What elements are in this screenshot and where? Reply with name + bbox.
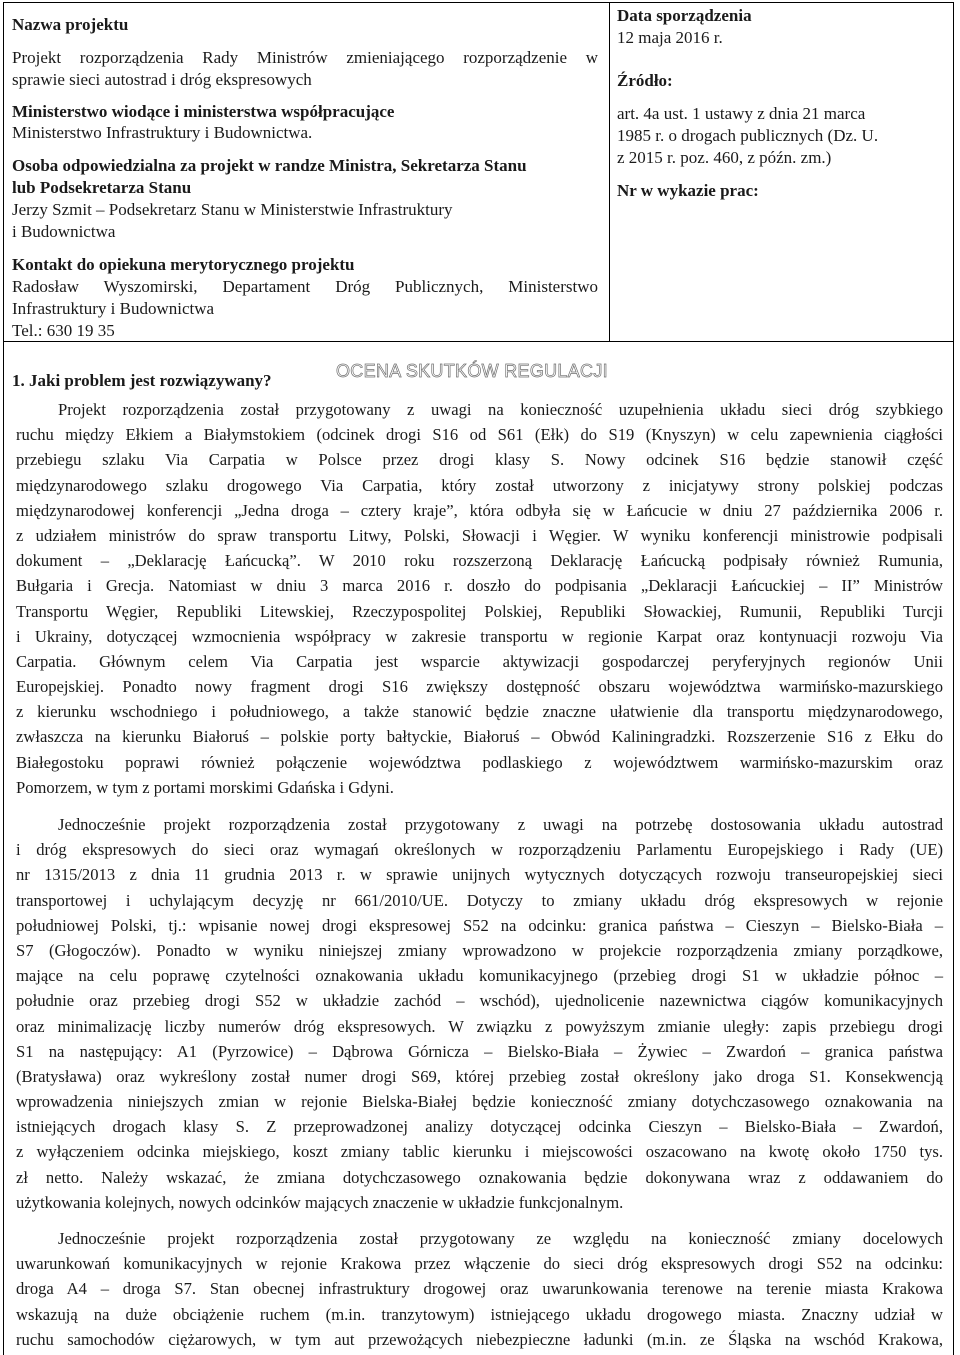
paragraph-line: droga A4 – droga S7. Stan obecnej infrastruktury drogowej oraz uwarunkowania terenowe na terenie miasta Krakowa: [16, 1279, 943, 1299]
paragraph-line: zwłaszcza na kierunku Białoruś – polskie porty bałtyckie, Białoruś – Obwód Kaliningradzki. Rozszerzenie S16 z Ełku do: [16, 727, 943, 747]
ministry-value: Ministerstwo Infrastruktury i Budownictwa.: [12, 123, 313, 142]
paragraph-line: ruchu samochodów ciężarowych, w tym aut przewożących niebezpieczne ładunki (m.in. ze Śląska na wschód Krakowa,: [16, 1329, 943, 1349]
paragraph-line: użytkowania kolejnych, nowych odcinków mających znaczenie w układzie funkcjonalnym.: [16, 1192, 624, 1212]
responsible-value-line-1: Jerzy Szmit – Podsekretarz Stanu w Ministerstwie Infrastruktury: [12, 200, 453, 219]
paragraph-line: oraz minimalizację liczby numerów dróg ekspresowych. W związku z powyższym zmianie uległy: zapis przebiegu drogi: [16, 1016, 943, 1036]
paragraph-line: z wyłączeniem odcinka miejskiego, koszt zmiany tablic kierunku i miejscowości oszacowano na kwotę około 1750 tys.: [16, 1142, 943, 1162]
paragraph-line: transportowej i uchylającym decyzję nr 661/2010/UE. Dotyczy to zmiany układu dróg ekspresowych w rejonie: [16, 890, 943, 910]
paragraph-line: S7 (Głogoczów). Ponadto w wyniku niniejszej zmiany wprowadzono w projekcie rozporządzenia zmiany porządkowe,: [16, 940, 943, 960]
paragraph-line: południe oraz przebieg drogi S52 w układzie zachód – wschód), ujednolicenie nazewnictwa ciągów komunikacyjnych: [16, 991, 943, 1011]
date-label: Data sporządzenia: [617, 6, 752, 25]
header-table-right: [609, 2, 954, 342]
contact-value-line-1: Radosław Wyszomirski, Departament Dróg Publicznych, Ministerstwo: [12, 277, 598, 296]
paragraph-line: mające na celu poprawę czytelności oznakowania układu komunikacyjnego (przebieg drogi S1 w układzie północ –: [16, 966, 943, 986]
source-value-line-1: art. 4a ust. 1 ustawy z dnia 21 marca: [617, 104, 866, 123]
contact-value-line-2: Infrastruktury i Budownictwa: [12, 299, 215, 318]
paragraph-line: południowej Polski, tj.: wpisanie nowej drogi ekspresowej S52 na odcinku: granica państwa – Cieszyn – Bielsko-Biała –: [16, 915, 943, 935]
responsible-value-line-2: i Budownictwa: [12, 222, 116, 241]
project-name-line-2: sprawie sieci autostrad i dróg ekspresowych: [12, 70, 312, 89]
section1-heading: 1. Jaki problem jest rozwiązywany?: [12, 371, 272, 390]
paragraph-line: Projekt rozporządzenia został przygotowany z uwagi na konieczność uzupełnienia układu sieci dróg szybkiego: [58, 400, 943, 419]
date-value: 12 maja 2016 r.: [617, 28, 723, 47]
paragraph-line: istniejących drogach klasy S. Z przeprowadzonej analizy dotyczącej odcinka Cieszyn – Bielsko-Biała – Zwardoń,: [16, 1117, 943, 1137]
paragraph-line: uwarunkowań komunikacyjnych w rejonie Krakowa przez włączenie do sieci dróg ekspresowych drogi S52 na odcinku:: [16, 1254, 943, 1274]
paragraph-line: Jednocześnie projekt rozporządzenia został przygotowany z uwagi na potrzebę dostosowania układu autostrad: [58, 815, 943, 834]
paragraph-line: ruchu między Ełkiem a Białymstokiem (odcinek drogi S16 od S61 (Ełk) do S19 (Knyszyn) w celu zapewnienia ciągłości: [16, 425, 943, 445]
section1-paragraph-1: [16, 397, 943, 800]
project-name-label: Nazwa projektu: [12, 15, 129, 34]
osr-banner-title: OCENA SKUTKÓW REGULACJI: [336, 361, 608, 381]
paragraph-line: międzynarodowego szlaku drogowego Via Carpatia, który został utworzony z inicjatywy strony polskiej podczas: [16, 475, 943, 495]
paragraph-line: (Bratysława) oraz wykreślony został numer drogi S69, której przebieg został określony jako droga S1. Konsekwencją: [16, 1066, 943, 1086]
paragraph-line: z kierunku wschodniego i południowego, a także stanowić będzie znaczne ułatwienie dla transportu międzynarodowego,: [16, 702, 943, 722]
paragraph-line: nr 1315/2013 z dnia 11 grudnia 2013 r. w sprawie unijnych wytycznych dotyczących rozwoju transeuropejskiej sieci: [16, 865, 943, 885]
project-name-line-1: Projekt rozporządzenia Rady Ministrów zmieniającego rozporządzenie w: [12, 48, 598, 67]
paragraph-line: Europejskiej. Ponadto nowy fragment drogi S16 zwiększy dostępność obszaru województwa warmińsko-mazurskiego: [16, 677, 943, 697]
section1-paragraph-2: [16, 812, 943, 1215]
source-value-line-2: 1985 r. o drogach publicznych (Dz. U.: [617, 126, 879, 145]
responsible-label-line-1: Osoba odpowiedzialna za projekt w randze Ministra, Sekretarza Stanu: [12, 156, 527, 175]
paragraph-line: wprowadzenia niniejszych zmian w rejonie Bielska-Białej będzie konieczność zmiany dotychczasowego oznakowania na: [16, 1092, 943, 1112]
paragraph-line: międzynarodowej konferencji „Jedna droga – cztery kraje”, która odbyła się w Łańcucie w dniu 27 października 2006 r.: [16, 500, 943, 520]
paragraph-line: i dróg ekspresowych do sieci oraz wymagań określonych w rozporządzeniu Parlamentu Europejskiego i Rady (UE): [16, 840, 943, 860]
source-value-line-3: z 2015 r. poz. 460, z późn. zm.): [617, 148, 832, 167]
paragraph-line: S1 na następujący: A1 (Pyrzowice) – Dąbrowa Górnicza – Bielsko-Biała – Żywiec – Zwardoń – granica państwa: [16, 1041, 943, 1061]
paragraph-line: Transportu Węgier, Republiki Litewskiej, Rzeczypospolitej Polskiej, Republiki Słowackiej, Rumunii, Republiki Turcji: [16, 601, 943, 621]
paragraph-line: zł netto. Należy wskazać, że zmiana dotychczasowego oznakowania będzie dokonywana wraz z oddawaniem do: [16, 1167, 943, 1187]
work-list-label: Nr w wykazie prac:: [617, 181, 759, 200]
paragraph-line: z udziałem ministrów do spraw transportu Litwy, Polski, Słowacji i Węgier. W wyniku konferencji ministrowie podpisali: [16, 525, 943, 545]
section1-paragraph-3: [16, 1226, 943, 1352]
source-label: Źródło:: [617, 71, 673, 90]
ministry-label: Ministerstwo wiodące i ministerstwa współpracujące: [12, 102, 395, 121]
contact-label: Kontakt do opiekuna merytorycznego projektu: [12, 255, 355, 274]
paragraph-line: Pomorzem, w tym z portami morskimi Gdańska i Gdyni.: [16, 777, 394, 797]
paragraph-line: Bułgaria i Grecja. Natomiast w dniu 3 marca 2016 r. doszło do podpisania „Deklaracji Łańcuckiej – II” Ministrów: [16, 576, 943, 596]
paragraph-line: Białegostoku poprawi również połączenie województwa podlaskiego z województwem warmińsko-mazurskim oraz: [16, 752, 943, 772]
paragraph-line: i Ukrainy, dotyczącej wzmocnienia współpracy w zakresie transportu w regionie Karpat oraz kontynuacji rozwoju Via: [16, 626, 943, 646]
responsible-label-line-2: lub Podsekretarza Stanu: [12, 178, 192, 197]
paragraph-line: przebiegu szlaku Via Carpatia w Polsce przez drogi klasy S. Nowy odcinek S16 będzie stanowił część: [16, 450, 943, 470]
paragraph-line: wskazują na duże obciążenie ruchem (m.in. tranzytowym) istniejącego układu drogowego miasta. Znaczny udział w: [16, 1304, 943, 1324]
contact-phone: Tel.: 630 19 35: [12, 321, 115, 340]
paragraph-line: Jednocześnie projekt rozporządzenia został przygotowany ze względu na konieczność zmiany docelowych: [58, 1229, 943, 1248]
paragraph-line: dokument – „Deklarację Łańcucką”. W 2010 roku rozszerzoną Deklarację Łańcucką podpisały również Rumunia,: [16, 551, 943, 571]
paragraph-line: Carpatia. Głównym celem Via Carpatia jest wsparcie aktywizacji gospodarczej peryferyjnych regionów Unii: [16, 651, 943, 671]
